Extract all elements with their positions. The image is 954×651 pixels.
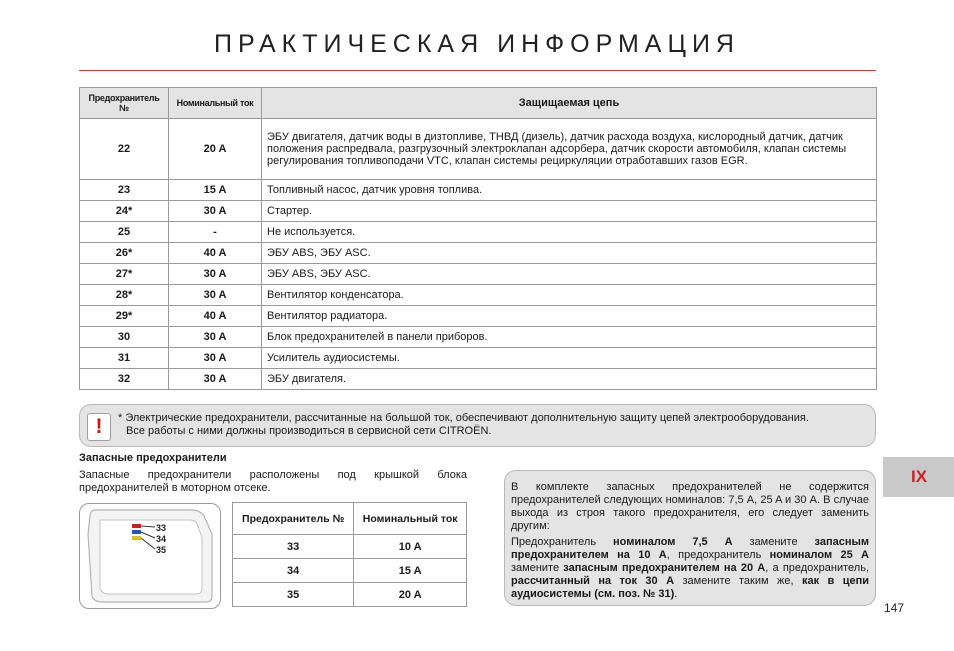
info-text-bold: как в цепи аудиосистемы (см. поз. № 31): [511, 575, 869, 600]
fuse-table: [79, 87, 877, 390]
table-row: [80, 180, 877, 201]
info-text-part: Предохранитель: [511, 536, 614, 548]
spare-fuses-text: Запасные предохранители расположены под крышкой блока предохранителей в моторном отсеке.: [79, 469, 467, 494]
fuse-current: 30 A: [169, 369, 262, 390]
header-protected-circuit: Защищаемая цепь: [262, 88, 877, 119]
spare-table-header: [233, 503, 467, 535]
fuse-current: 20 A: [169, 119, 262, 180]
fuse-box-drawing: [80, 504, 220, 608]
table-row: [80, 243, 877, 264]
fuse-current: 15 A: [354, 559, 467, 583]
table-row: [80, 327, 877, 348]
info-text-part: , предохранитель: [666, 549, 770, 561]
fuse-number: 27*: [80, 264, 169, 285]
fuse-number: 23: [80, 180, 169, 201]
fuse-circuit: Топливный насос, датчик уровня топлива.: [262, 180, 877, 201]
warning-text: [118, 412, 868, 438]
table-row: [80, 348, 877, 369]
fuse-number: 25: [80, 222, 169, 243]
page-title: ПРАКТИЧЕСКАЯ ИНФОРМАЦИЯ: [214, 30, 740, 58]
fuse-current: 30 A: [169, 201, 262, 222]
fuse-number: 22: [80, 119, 169, 180]
info-text-part: , а предохранитель,: [765, 562, 870, 574]
info-text-bold: запасным предохранителем на 20 A: [563, 562, 766, 574]
header-fuse-number: Предохранитель №: [233, 503, 354, 535]
fuse-circuit: ЭБУ двигателя.: [262, 369, 877, 390]
info-text-bold: запасным предохранителем на 10 A: [511, 536, 869, 561]
fuse-current: 30 A: [169, 327, 262, 348]
table-row: [80, 285, 877, 306]
fuse-current: 20 A: [354, 583, 467, 607]
fuse-current: 15 A: [169, 180, 262, 201]
info-text-part: замените: [732, 536, 815, 548]
info-text-part: замените таким же,: [674, 575, 802, 587]
header-rated-current: Номинальный ток: [169, 88, 262, 119]
spare-fuse-box-illustration: [79, 503, 221, 609]
fuse-circuit: ЭБУ ABS, ЭБУ ASC.: [262, 264, 877, 285]
fuse-label-34: 34: [156, 534, 167, 544]
info-text-part: .: [674, 588, 678, 600]
fuse-circuit: Стартер.: [262, 201, 877, 222]
table-row: [80, 264, 877, 285]
spare-fuses-heading: Запасные предохранители: [79, 452, 227, 464]
table-row: [80, 119, 877, 180]
table-row: [80, 306, 877, 327]
fuse-number: 29*: [80, 306, 169, 327]
info-text-bold: номиналом 25 A: [769, 549, 869, 561]
info-paragraph-1: В комплекте запасных предохранителей не содержится предохранителей следующих номиналов: 7,5 A, 25 A и 30 A. В случае выхода из строя такого предохранителя, его следует заменить другим:: [511, 481, 869, 532]
fuse-circuit: Вентилятор конденсатора.: [262, 285, 877, 306]
info-text-bold: рассчитанный на ток 30 A: [511, 575, 675, 587]
fuse-number: 30: [80, 327, 169, 348]
table-row: [80, 222, 877, 243]
info-text-bold: номиналом 7,5 A: [613, 536, 733, 548]
fuse-number: 26*: [80, 243, 169, 264]
fuse-number: 24*: [80, 201, 169, 222]
header-rated-current: Номинальный ток: [354, 503, 467, 535]
info-note: [504, 470, 876, 606]
table-row: [80, 369, 877, 390]
fuse-number: 28*: [80, 285, 169, 306]
title-divider: [79, 70, 876, 71]
fuse-number: 32: [80, 369, 169, 390]
warning-line-2: Все работы с ними должны производиться в сервисной сети CITROËN.: [126, 425, 492, 437]
fuse-number: 33: [233, 535, 354, 559]
page-number: 147: [884, 601, 905, 615]
fuse-current: 30 A: [169, 348, 262, 369]
fuse-label-35: 35: [156, 545, 167, 555]
fuse-current: 40 A: [169, 243, 262, 264]
info-paragraph-2: [511, 536, 869, 601]
fuse-current: 30 A: [169, 264, 262, 285]
fuse-current: 10 A: [354, 535, 467, 559]
info-text-part: замените: [511, 562, 564, 574]
warning-line-1: * Электрические предохранители, рассчитанные на большой ток, обеспечивают дополнительную защиту цепей электрооборудования.: [118, 412, 809, 424]
fuse-circuit: ЭБУ ABS, ЭБУ ASC.: [262, 243, 877, 264]
fuse-current: 40 A: [169, 306, 262, 327]
fuse-number: 31: [80, 348, 169, 369]
fuse-circuit: Блок предохранителей в панели приборов.: [262, 327, 877, 348]
warning-note: [79, 404, 876, 447]
spare-fuse-table: [232, 502, 467, 607]
fuse-current: 30 A: [169, 285, 262, 306]
chapter-tab: IX: [883, 457, 954, 497]
table-row: [233, 535, 467, 559]
fuse-circuit: Вентилятор радиатора.: [262, 306, 877, 327]
fuse-circuit: Усилитель аудиосистемы.: [262, 348, 877, 369]
fuse-current: -: [169, 222, 262, 243]
table-row: [233, 559, 467, 583]
table-row: [233, 583, 467, 607]
header-fuse-number: Предохранитель №: [80, 88, 169, 119]
fuse-table-header: [80, 88, 877, 119]
fuse-label-33: 33: [156, 523, 167, 533]
fuse-circuit: Не используется.: [262, 222, 877, 243]
exclamation-icon: !: [87, 413, 111, 441]
info-text: [511, 481, 869, 604]
fuse-circuit: ЭБУ двигателя, датчик воды в дизтопливе, ТНВД (дизель), датчик расхода воздуха, кислородный датчик, датчик положения распредвала, разгрузочный электроклапан адсорбера, датчик скорости автомобиля, клапан системы регулирования топливоподачи VTC, клапан системы рециркуляции отработавших газов EGR.: [262, 119, 877, 180]
table-row: [80, 201, 877, 222]
fuse-number: 35: [233, 583, 354, 607]
fuse-number: 34: [233, 559, 354, 583]
